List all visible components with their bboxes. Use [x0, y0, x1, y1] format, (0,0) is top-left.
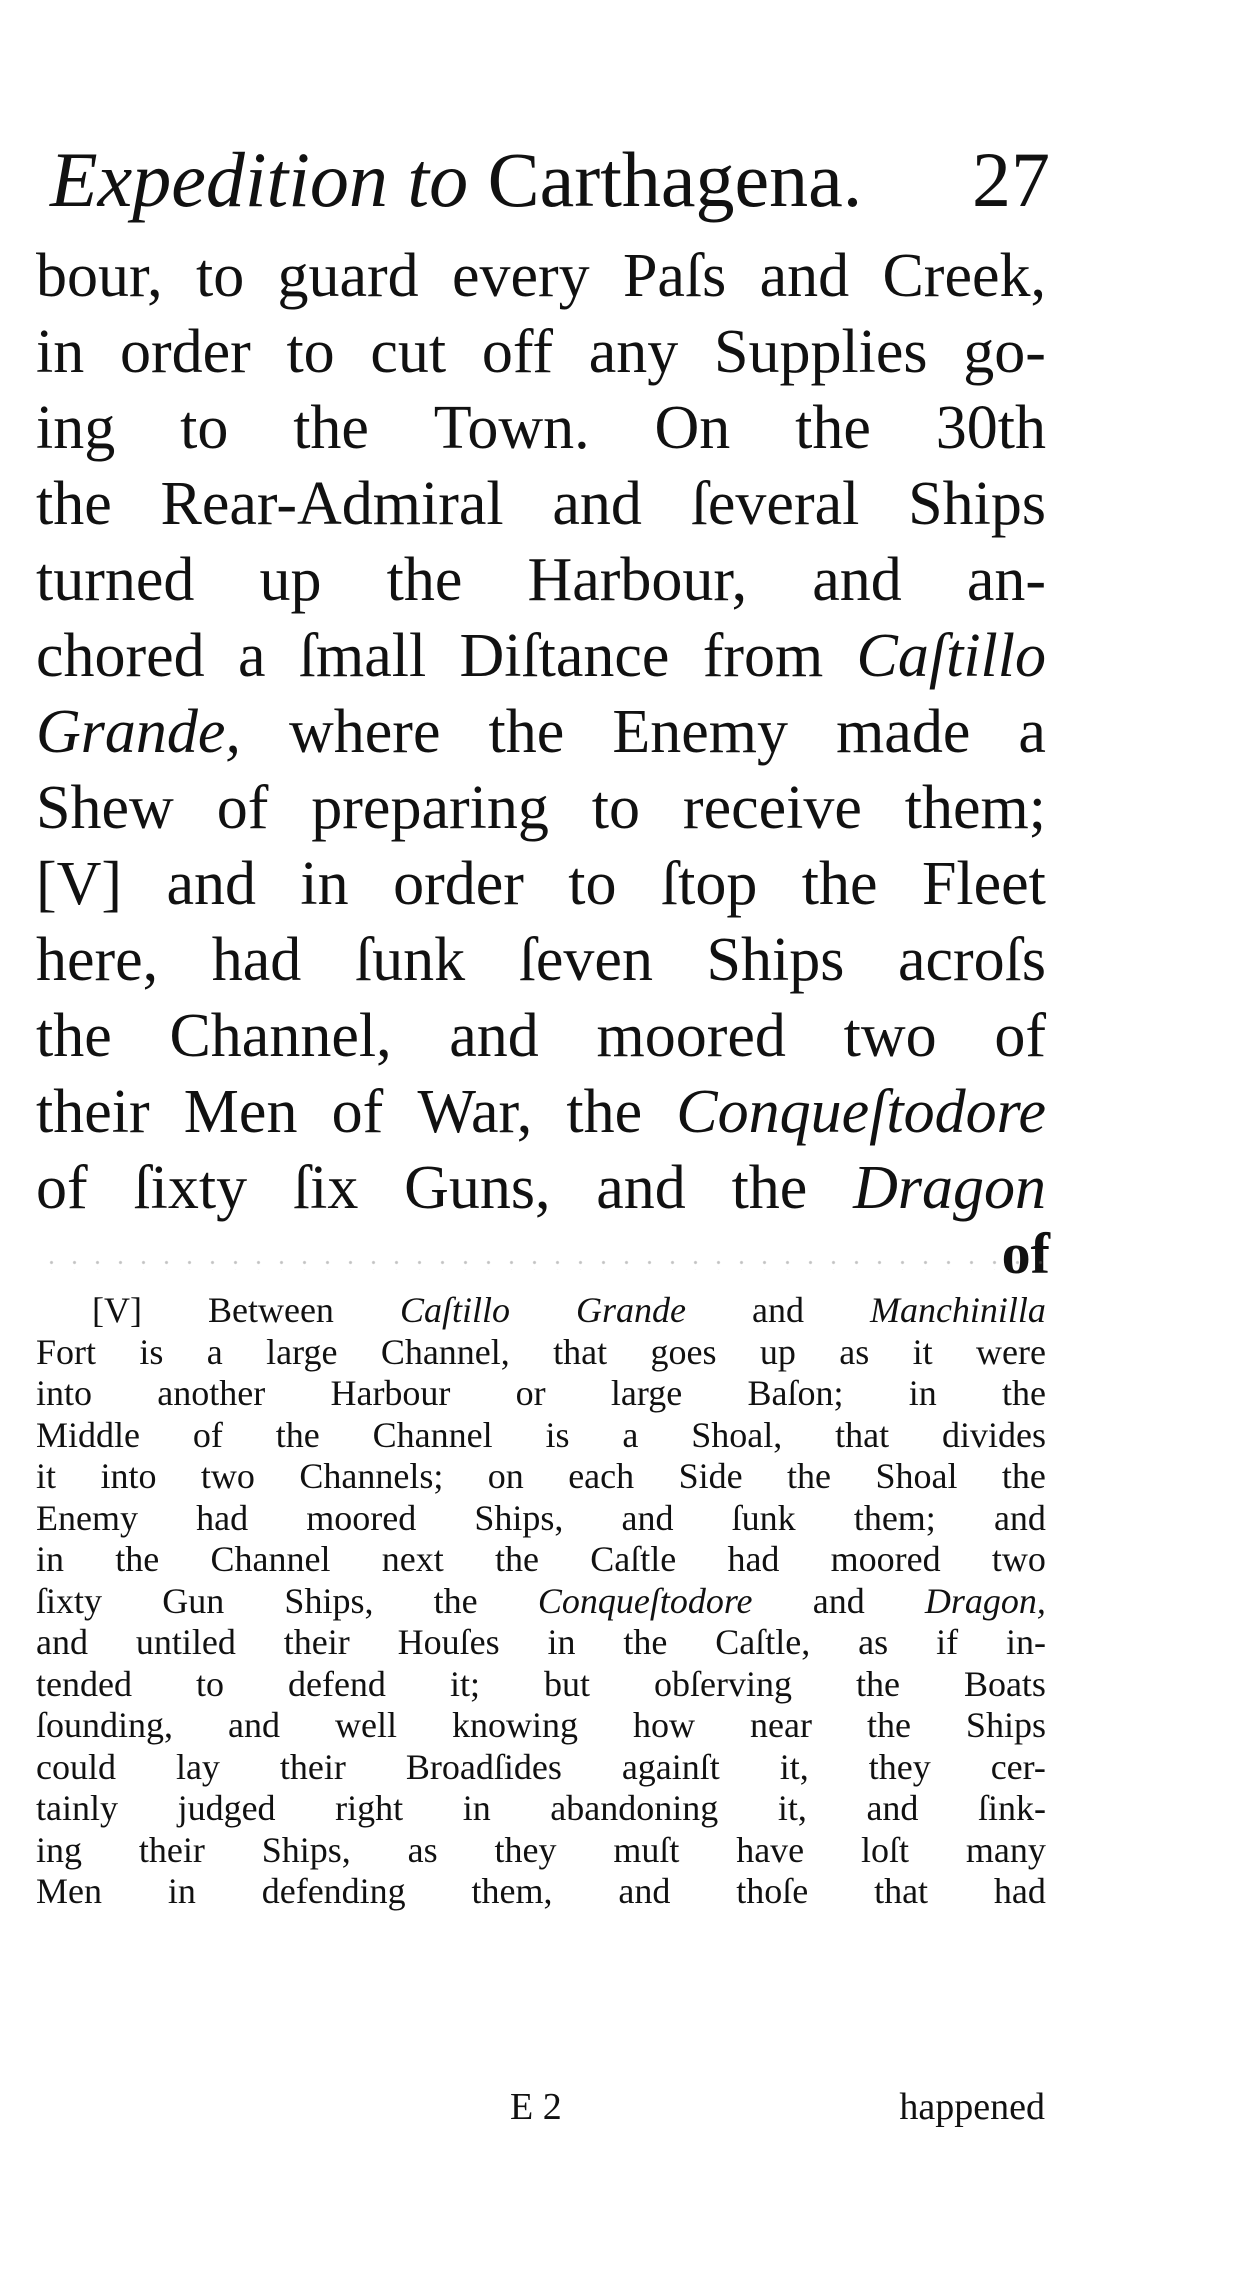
word: in-: [1005, 1622, 1046, 1662]
word: Caſtillo: [399, 1290, 510, 1330]
word: the: [855, 1663, 900, 1704]
word: had: [196, 1497, 249, 1538]
word: made: [836, 698, 971, 766]
word: in: [167, 1871, 196, 1911]
footnote-line: [36, 1705, 1046, 1747]
word: Shoal,: [691, 1414, 783, 1455]
word: to: [286, 318, 335, 386]
footnote-line: [36, 1622, 1046, 1664]
word: ſunk: [354, 926, 466, 994]
word: off: [481, 318, 554, 386]
word: Broadſides: [405, 1746, 562, 1787]
word: guard: [277, 242, 419, 310]
word: it;: [449, 1663, 480, 1704]
footnote-catchword: happened: [899, 2086, 1045, 2128]
word: Enemy: [612, 698, 788, 766]
word: Ships: [706, 926, 845, 994]
word: Men: [183, 1078, 298, 1146]
word: Paſs: [622, 242, 727, 310]
word: moored: [596, 1002, 786, 1070]
word: the: [566, 1078, 643, 1146]
word: Channel: [372, 1414, 493, 1455]
word: large: [266, 1331, 338, 1372]
word: ſtop: [660, 850, 758, 918]
word: knowing: [451, 1705, 578, 1745]
word: to: [591, 774, 640, 842]
word: tainly: [36, 1788, 118, 1828]
word: Shew: [36, 774, 174, 842]
word: the: [787, 1456, 832, 1496]
word: large: [610, 1373, 683, 1413]
word: ſunk: [731, 1497, 796, 1538]
word: each: [568, 1456, 635, 1496]
word: ſix: [292, 1154, 359, 1222]
word: the: [115, 1539, 160, 1579]
footnote-line: [36, 1581, 1046, 1623]
body-line: [36, 618, 1046, 694]
word: right: [335, 1788, 404, 1828]
running-head-title-roman: Carthagena.: [487, 136, 863, 223]
word: go-: [963, 318, 1046, 386]
word: where: [289, 698, 441, 766]
word: ſeven: [518, 926, 653, 994]
word: into: [100, 1456, 157, 1496]
word: the: [36, 1002, 112, 1070]
word: Ships,: [261, 1829, 351, 1870]
word: but: [543, 1663, 590, 1704]
footnote-line: [36, 1290, 1046, 1332]
word: Diſtance: [459, 622, 670, 690]
footnote-line: [36, 1415, 1046, 1457]
body-line: [36, 466, 1046, 542]
word: Grande: [575, 1290, 686, 1330]
word: Channel,: [380, 1331, 510, 1372]
footnote: [36, 1290, 1046, 1913]
word: that: [553, 1331, 608, 1372]
word: Houſes: [397, 1622, 500, 1662]
word: Middle: [36, 1414, 140, 1455]
body-line: [36, 694, 1046, 770]
word: and: [812, 546, 902, 614]
word: bour,: [36, 242, 163, 310]
word: divides: [941, 1414, 1046, 1455]
word: Caſtle,: [715, 1622, 811, 1662]
word: the: [275, 1414, 320, 1455]
word: Channel,: [169, 1002, 392, 1070]
word: is: [545, 1414, 570, 1455]
word: up: [259, 546, 322, 614]
word: Dragon,: [924, 1580, 1046, 1621]
body-line: [36, 922, 1046, 998]
footnote-line: [36, 1664, 1046, 1706]
word: in: [462, 1788, 491, 1828]
running-head-title-italic: Expedition to: [50, 136, 469, 223]
word: and: [751, 1290, 804, 1330]
word: Fort: [36, 1331, 97, 1372]
word: in: [908, 1373, 937, 1413]
word: cut: [370, 318, 447, 386]
word: chored: [36, 622, 205, 690]
word: Town.: [433, 394, 590, 462]
word: order: [393, 850, 524, 918]
word: ing: [36, 394, 116, 462]
word: or: [515, 1373, 546, 1413]
word: had: [211, 926, 302, 994]
word: Rear-Admiral: [160, 470, 504, 538]
word: the: [731, 1154, 808, 1222]
word: on: [487, 1456, 524, 1496]
word: the: [623, 1622, 668, 1662]
footnote-line: [36, 1498, 1046, 1540]
word: abandoning: [550, 1788, 719, 1828]
word: and: [618, 1871, 671, 1911]
word: as: [839, 1331, 870, 1372]
word: cer-: [990, 1746, 1046, 1787]
word: ſeveral: [690, 470, 860, 538]
word: lay: [175, 1746, 220, 1787]
word: their: [279, 1746, 346, 1787]
word: turned: [36, 546, 195, 614]
word: the: [801, 850, 878, 918]
word: their: [36, 1078, 150, 1146]
word: if: [936, 1622, 959, 1662]
word: two: [200, 1456, 255, 1496]
word: Side: [678, 1456, 743, 1496]
word: Between: [207, 1290, 334, 1330]
word: of: [994, 1002, 1046, 1070]
word: the: [36, 470, 112, 538]
word: a: [1018, 698, 1046, 766]
word: Supplies: [713, 318, 928, 386]
body-line: [36, 1150, 1046, 1226]
word: it: [36, 1456, 57, 1496]
body-line: [36, 770, 1046, 846]
word: up: [759, 1331, 796, 1372]
word: Caſtle: [590, 1539, 677, 1579]
word: Ships: [965, 1705, 1046, 1745]
word: muſt: [613, 1829, 680, 1870]
page-number: 27: [972, 136, 1050, 223]
word: Gun: [162, 1580, 225, 1621]
word: another: [157, 1373, 266, 1413]
word: [V]: [36, 850, 123, 918]
word: the: [866, 1705, 911, 1745]
word: Ships: [908, 470, 1046, 538]
word: them;: [904, 774, 1046, 842]
word: ſounding,: [36, 1705, 174, 1745]
word: Baſon;: [747, 1373, 844, 1413]
word: any: [588, 318, 679, 386]
word: the: [433, 1580, 478, 1621]
footnote-line: [36, 1456, 1046, 1498]
word: to: [195, 242, 245, 310]
word: Grande,: [36, 698, 241, 766]
word: defend: [287, 1663, 386, 1704]
word: On: [654, 394, 731, 462]
word: a: [237, 622, 266, 690]
word: receive: [682, 774, 862, 842]
word: War,: [417, 1078, 533, 1146]
word: it: [912, 1331, 933, 1372]
word: had: [727, 1539, 780, 1579]
word: of: [216, 774, 269, 842]
word: the: [795, 394, 871, 462]
word: Boats: [963, 1663, 1046, 1704]
word: ſixty: [133, 1154, 248, 1222]
word: the: [386, 546, 463, 614]
word: thoſe: [736, 1871, 809, 1911]
word: to: [568, 850, 617, 918]
word: their: [283, 1622, 350, 1662]
word: and: [228, 1705, 280, 1745]
word: and: [621, 1497, 674, 1538]
word: Guns,: [404, 1154, 551, 1222]
word: Dragon: [853, 1154, 1046, 1222]
word: Harbour,: [527, 546, 748, 614]
word: a: [206, 1331, 223, 1372]
catchword: of: [1001, 1221, 1050, 1286]
word: goes: [650, 1331, 717, 1372]
word: Fleet: [921, 850, 1046, 918]
word: [V]: [92, 1290, 142, 1330]
word: it,: [779, 1746, 809, 1787]
word: is: [139, 1331, 164, 1372]
word: they: [868, 1746, 931, 1787]
word: in: [547, 1622, 576, 1662]
word: Ships,: [284, 1580, 374, 1621]
word: againſt: [621, 1746, 720, 1787]
word: Men: [36, 1871, 102, 1911]
word: here,: [36, 926, 159, 994]
body-line: [36, 238, 1046, 314]
word: the: [293, 394, 369, 462]
print-specks: [40, 1258, 1050, 1270]
word: Channel: [210, 1539, 331, 1579]
body-line: [36, 1074, 1046, 1150]
word: obſerving: [653, 1663, 792, 1704]
word: and: [36, 1622, 88, 1662]
running-head: [50, 125, 1050, 235]
word: near: [749, 1705, 812, 1745]
word: Conqueſtodore: [676, 1078, 1046, 1146]
word: order: [119, 318, 251, 386]
word: their: [138, 1829, 205, 1870]
signature-mark: E 2: [510, 2086, 562, 2128]
word: and: [993, 1497, 1046, 1538]
word: Shoal: [875, 1456, 958, 1496]
footnote-line: [36, 1373, 1046, 1415]
footnote-line: [36, 1332, 1046, 1374]
word: into: [36, 1373, 93, 1413]
word: Ships,: [474, 1497, 564, 1538]
word: Enemy: [36, 1497, 138, 1538]
word: a: [622, 1414, 639, 1455]
word: tended: [36, 1663, 132, 1704]
word: have: [736, 1829, 805, 1870]
footnote-line: [36, 1871, 1046, 1913]
word: ing: [36, 1829, 83, 1870]
word: untiled: [135, 1622, 236, 1662]
word: next: [381, 1539, 444, 1579]
word: as: [407, 1829, 438, 1870]
word: Caſtillo: [856, 622, 1046, 690]
word: the: [488, 698, 565, 766]
word: that: [835, 1414, 890, 1455]
footnote-line: [36, 1830, 1046, 1872]
word: ſink-: [978, 1788, 1046, 1828]
word: of: [36, 1154, 88, 1222]
footnote-line: [36, 1788, 1046, 1830]
footnote-line: [36, 1539, 1046, 1581]
body-line: [36, 314, 1046, 390]
footnote-line: [36, 1747, 1046, 1789]
word: well: [335, 1705, 397, 1745]
word: and: [812, 1580, 865, 1621]
word: Channels;: [299, 1456, 444, 1496]
word: to: [195, 1663, 224, 1704]
word: moored: [306, 1497, 417, 1538]
word: in: [300, 850, 349, 918]
word: preparing: [311, 774, 549, 842]
word: ſixty: [36, 1580, 103, 1621]
word: two: [991, 1539, 1046, 1579]
word: and: [596, 1154, 686, 1222]
word: in: [36, 1539, 65, 1579]
word: and: [866, 1788, 919, 1828]
body-line: [36, 390, 1046, 466]
word: them,: [471, 1871, 553, 1911]
word: it,: [777, 1788, 807, 1828]
word: moored: [830, 1539, 941, 1579]
word: loſt: [861, 1829, 910, 1870]
word: and: [552, 470, 642, 538]
word: Conqueſtodore: [537, 1580, 753, 1621]
body-line: [36, 998, 1046, 1074]
word: many: [965, 1829, 1046, 1870]
word: them;: [853, 1497, 936, 1538]
word: and: [166, 850, 257, 918]
word: and: [449, 1002, 539, 1070]
word: they: [494, 1829, 557, 1870]
word: judged: [177, 1788, 276, 1828]
word: Creek,: [882, 242, 1046, 310]
word: from: [702, 622, 824, 690]
word: acroſs: [897, 926, 1046, 994]
word: as: [858, 1622, 889, 1662]
body-text: [36, 238, 1046, 1226]
word: two: [843, 1002, 937, 1070]
word: the: [1001, 1456, 1046, 1496]
word: to: [180, 394, 229, 462]
word: the: [494, 1539, 539, 1579]
word: and: [759, 242, 850, 310]
word: of: [331, 1078, 384, 1146]
word: that: [874, 1871, 929, 1911]
word: ſmall: [298, 622, 427, 690]
word: Manchinilla: [869, 1290, 1046, 1330]
word: were: [976, 1331, 1046, 1372]
word: an-: [966, 546, 1046, 614]
body-line: [36, 846, 1046, 922]
body-line: [36, 542, 1046, 618]
word: in: [36, 318, 85, 386]
word: every: [451, 242, 590, 310]
word: Harbour: [330, 1373, 451, 1413]
word: 30th: [935, 394, 1046, 462]
word: defending: [261, 1871, 406, 1911]
word: could: [36, 1746, 116, 1787]
word: had: [993, 1871, 1046, 1911]
word: the: [1001, 1373, 1046, 1413]
word: of: [192, 1414, 223, 1455]
word: how: [632, 1705, 695, 1745]
